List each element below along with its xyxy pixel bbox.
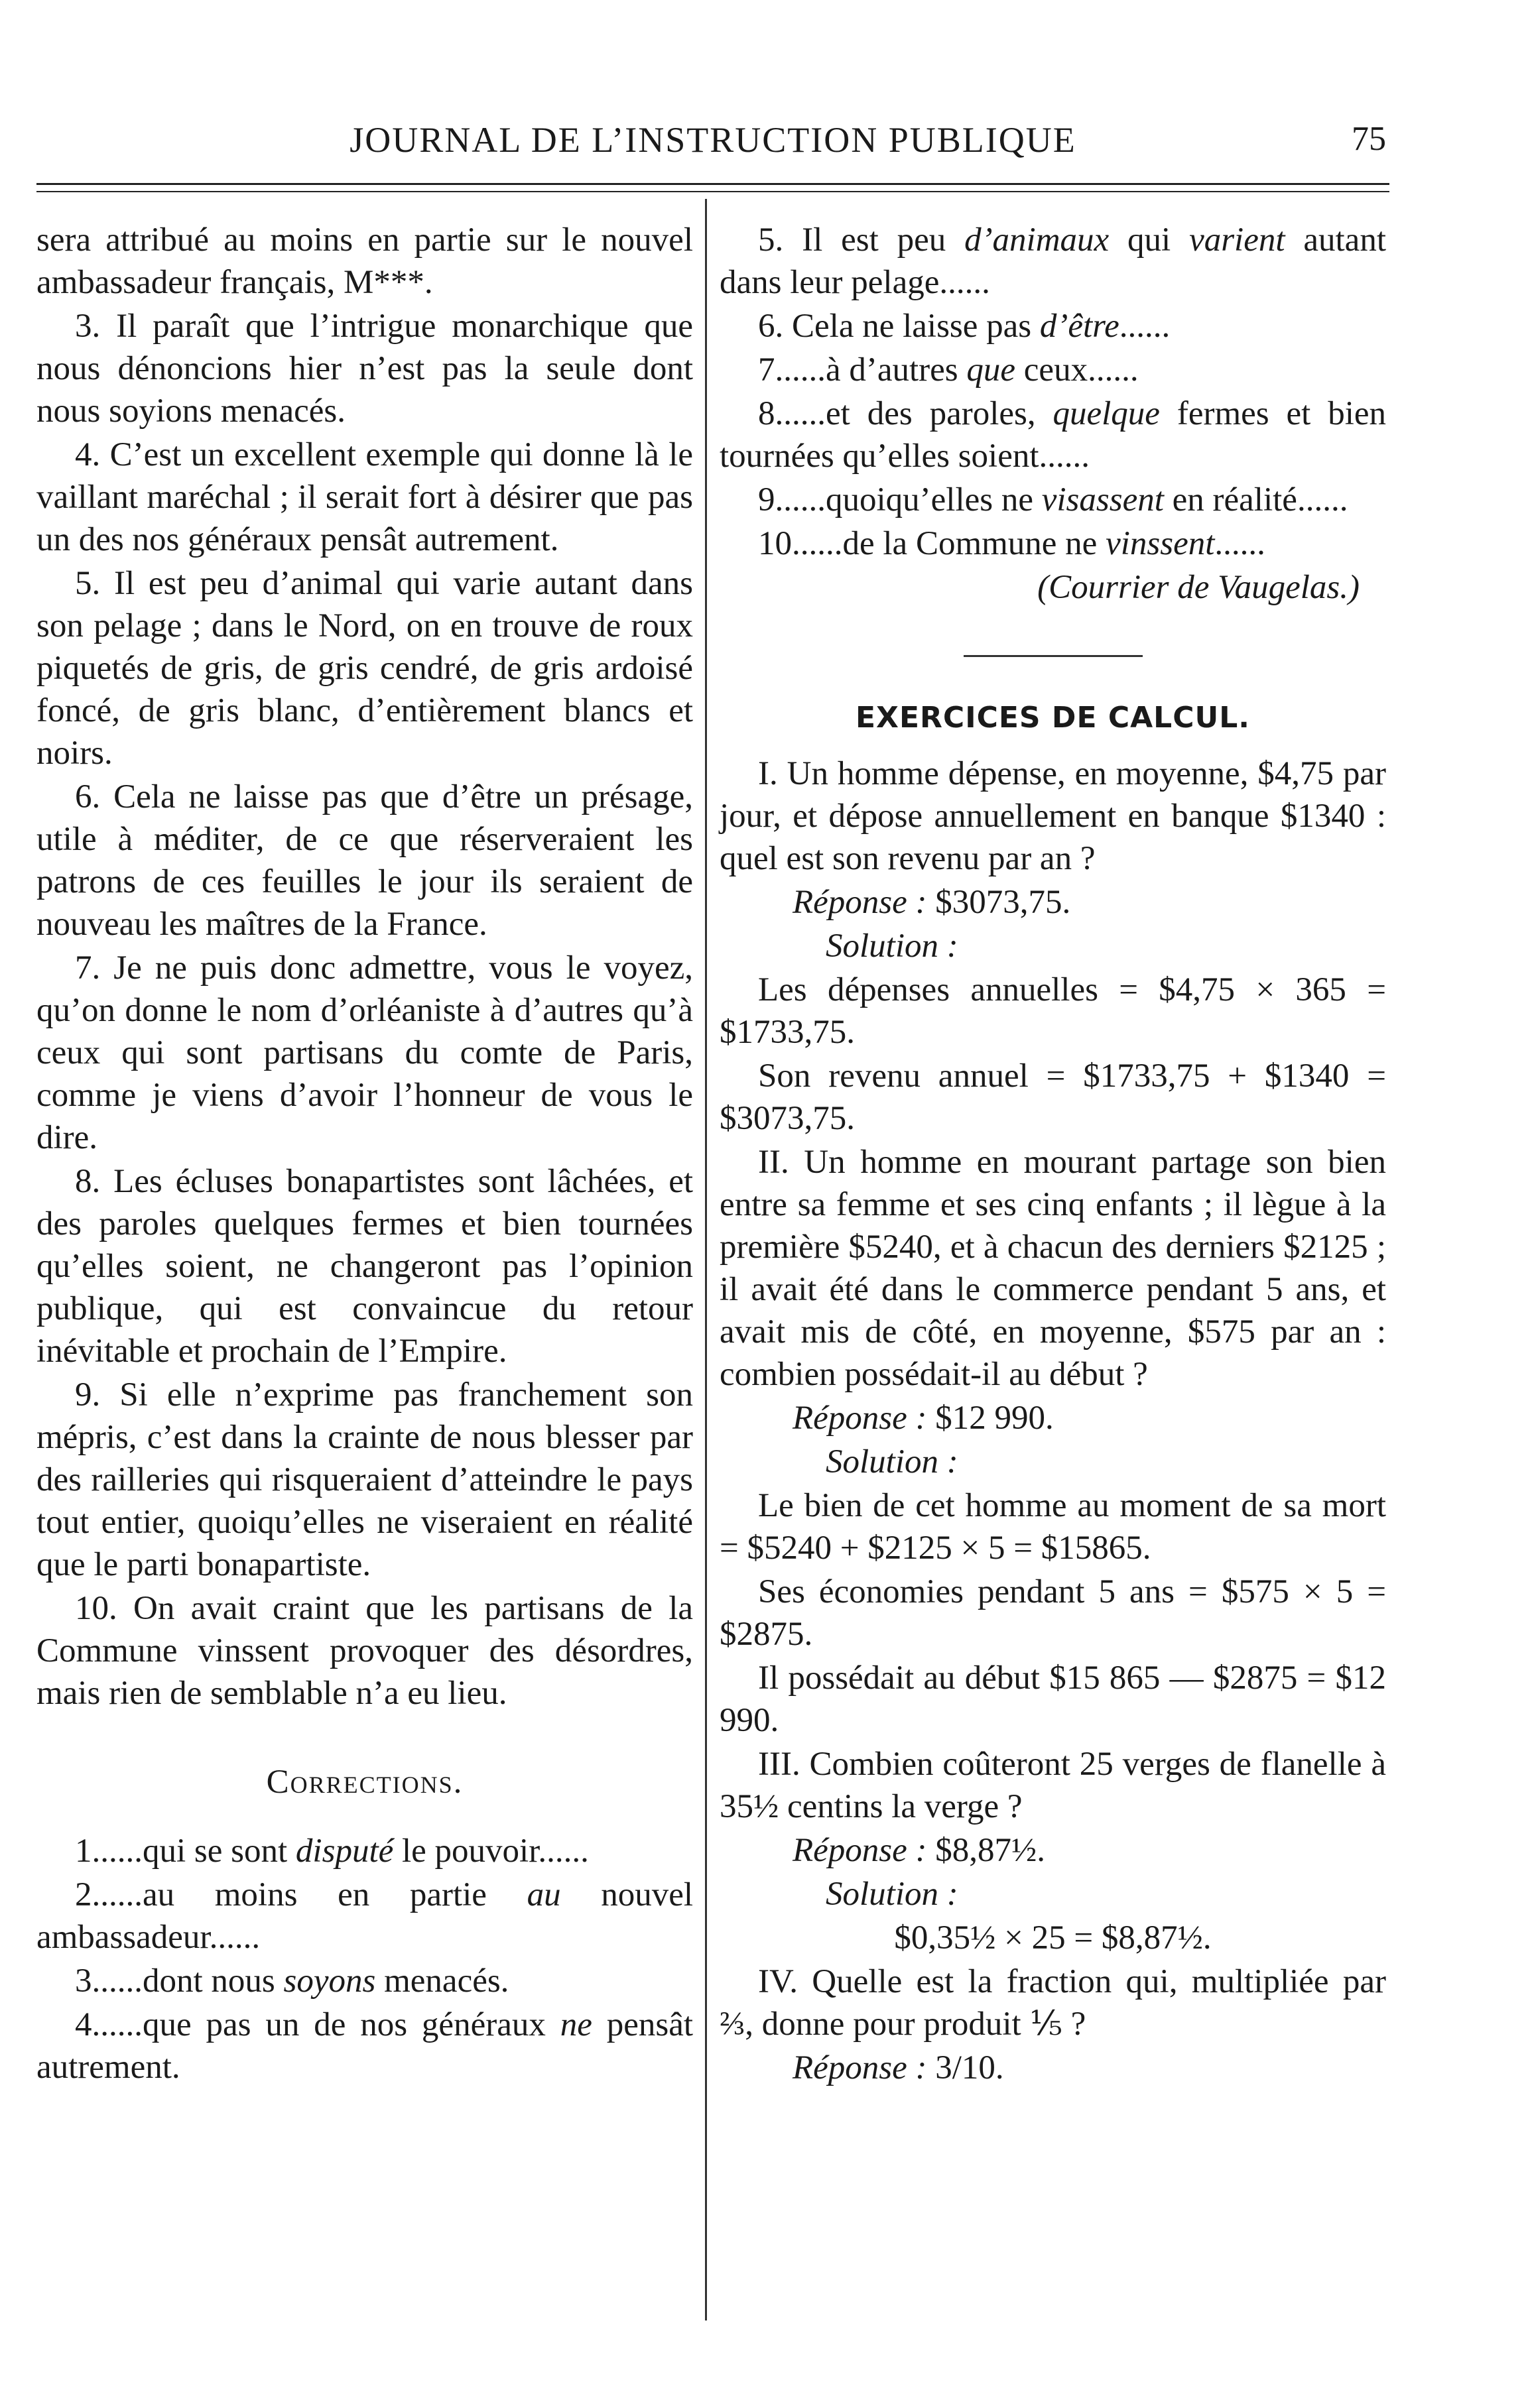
correction-item (36, 2004, 693, 2088)
correction-text: 6. Cela ne laisse pas (758, 308, 1040, 345)
page-number: 75 (1352, 120, 1386, 158)
solution-label: Solution : (826, 928, 958, 965)
correction-emphasis: d’être (1039, 308, 1119, 345)
correction-emphasis: soyons (283, 1962, 376, 2000)
correction-text: ...... (1119, 308, 1171, 345)
answer-value: $8,87½. (935, 1832, 1046, 1869)
paragraph: 5. Il est peu d’animal qui varie autant dans son pelage ; dans le Nord, on en trouve de roux piquetés de gris, de gris cendré, de gris ardoisé foncé, de gris blanc, d’entièrement blancs et noirs. (36, 565, 693, 772)
correction-emphasis: disputé (295, 1833, 394, 1870)
attribution: (Courrier de Vaugelas.) (1037, 569, 1360, 606)
solution-label: Solution : (826, 1443, 958, 1480)
paragraph: 10. On avait craint que les partisans de la Commune vinssent provoquer des désordres, mais rien de semblable n’a eu lieu. (36, 1590, 693, 1712)
corrections-heading: Corrections. (266, 1764, 464, 1801)
correction-item (36, 1830, 693, 1872)
correction-text: 8......et des paroles, (758, 395, 1053, 432)
correction-text: 3......dont nous (75, 1962, 284, 2000)
answer-value: $3073,75. (935, 884, 1071, 921)
exercise-question: I. Un homme dépense, en moyenne, $4,75 par jour, et dépose annuellement en banque $1340 : quel est son revenu par an ? (720, 755, 1386, 877)
page-header (40, 119, 1386, 166)
correction-text: pensât autrement. (36, 2006, 693, 2086)
solution-line: Il possédait au début $15 865 — $2875 = $12 990. (720, 1659, 1386, 1739)
exercise-answer (720, 2047, 1386, 2089)
exercise-answer (720, 1829, 1386, 1872)
correction-text: le pouvoir...... (393, 1833, 589, 1870)
correction-text: 7......à d’autres (758, 351, 967, 389)
correction-text: menacés. (375, 1962, 509, 2000)
solution-formula: $0,35½ × 25 = $8,87½. (894, 1919, 1212, 1957)
correction-emphasis: au (527, 1876, 561, 1913)
correction-text: autant dans leur pelage...... (720, 221, 1386, 301)
solution-line: Ses économies pendant 5 ans = $575 × 5 = $2875. (720, 1573, 1386, 1653)
correction-item (720, 479, 1386, 521)
paragraph: 9. Si elle n’exprime pas franchement son mépris, c’est dans la crainte de nous blesser par des railleries qui risqueraient d’atteindre le pays tout entier, quoiqu’elles ne viseraient en réalité que le parti bonapartiste. (36, 1376, 693, 1583)
correction-item (720, 305, 1386, 347)
correction-emphasis: d’animaux (964, 221, 1110, 259)
correction-text: ceux...... (1015, 351, 1139, 389)
correction-item (720, 219, 1386, 304)
solution-line: Son revenu annuel = $1733,75 + $1340 = $3073,75. (720, 1057, 1386, 1137)
exercise-answer (720, 1397, 1386, 1439)
exercise-question: II. Un homme en mourant partage son bien entre sa femme et ses cinq enfants ; il lègue à la première $5240, et à chacun des derniers $2125 ; il avait été dans le commerce pendant 5 ans, et avait mis de côté, en moyenne, $575 par an : combien possédait-il au début ? (720, 1144, 1386, 1393)
correction-item (36, 1874, 693, 1958)
header-rule (36, 183, 1389, 185)
correction-item (720, 392, 1386, 477)
solution-line: Le bien de cet homme au moment de sa mort = $5240 + $2125 × 5 = $15865. (720, 1487, 1386, 1567)
answer-label: Réponse : (793, 884, 927, 921)
answer-value: 3/10. (935, 2049, 1004, 2086)
paragraph: 3. Il paraît que l’intrigue monarchique que nous dénoncions hier n’est pas la seule dont nous soyions menacés. (36, 308, 693, 430)
correction-text: qui (1109, 221, 1190, 259)
answer-label: Réponse : (793, 1400, 927, 1437)
left-column (36, 219, 693, 2090)
correction-emphasis: que (966, 351, 1016, 389)
correction-text: 4......que pas un de nos généraux (75, 2006, 560, 2043)
right-column (720, 219, 1386, 2090)
column-divider (705, 199, 707, 2320)
journal-title: JOURNAL DE L’INSTRUCTION PUBLIQUE (350, 120, 1076, 160)
correction-item (720, 349, 1386, 391)
paragraph: 4. C’est un excellent exemple qui donne là le vaillant maréchal ; il serait fort à désirer que pas un des nos généraux pensât autrement. (36, 436, 693, 558)
paragraph: sera attribué au moins en partie sur le nouvel ambassadeur français, M***. (36, 221, 693, 301)
answer-label: Réponse : (793, 1832, 927, 1869)
solution-label: Solution : (826, 1876, 958, 1913)
header-rule-thin (36, 191, 1389, 192)
correction-text: 5. Il est peu (758, 221, 965, 259)
correction-text: 10......de la Commune ne (758, 525, 1106, 562)
solution-line: Les dépenses annuelles = $4,75 × 365 = $1733,75. (720, 971, 1386, 1051)
exercise-question: IV. Quelle est la fraction qui, multipliée par ⅔, donne pour produit ⅕ ? (720, 1963, 1386, 2043)
correction-emphasis: visassent (1041, 481, 1164, 518)
correction-emphasis: quelque (1052, 395, 1160, 432)
paragraph: 7. Je ne puis donc admettre, vous le voyez, qu’on donne le nom d’orléaniste à d’autres qu’à ceux qui sont partisans du comte de Paris, comme je viens d’avoir l’honneur de vous le dire. (36, 949, 693, 1156)
correction-item (720, 522, 1386, 565)
correction-text: ...... (1214, 525, 1265, 562)
exercise-question: III. Combien coûteront 25 verges de flanelle à 35½ centins la verge ? (720, 1746, 1386, 1825)
correction-text: nouvel ambassadeur...... (36, 1876, 693, 1956)
paragraph: 6. Cela ne laisse pas que d’être un présage, utile à méditer, de ce que réserveraient les patrons de ces feuilles le jour ils seraient de nouveau les maîtres de la France. (36, 778, 693, 943)
correction-text: fermes et bien tournées qu’elles soient...... (720, 395, 1387, 475)
answer-value: $12 990. (935, 1400, 1054, 1437)
section-divider (964, 655, 1143, 657)
exercise-answer (720, 881, 1386, 924)
correction-emphasis: varient (1189, 221, 1285, 259)
correction-text: 9......quoiqu’elles ne (758, 481, 1042, 518)
correction-emphasis: vinssent (1106, 525, 1215, 562)
correction-emphasis: ne (560, 2006, 592, 2043)
correction-item (36, 1960, 693, 2002)
exercises-heading: EXERCICES DE CALCUL. (856, 701, 1250, 735)
correction-text: en réalité...... (1163, 481, 1348, 518)
correction-text: 1......qui se sont (75, 1833, 296, 1870)
correction-text: 2......au moins en partie (75, 1876, 527, 1913)
paragraph: 8. Les écluses bonapartistes sont lâchées, et des paroles quelques fermes et bien tournées qu’elles soient, ne changeront pas l’opinion publique, qui est convaincue du retour inévitable et prochain de l’Empire. (36, 1163, 693, 1370)
answer-label: Réponse : (793, 2049, 927, 2086)
